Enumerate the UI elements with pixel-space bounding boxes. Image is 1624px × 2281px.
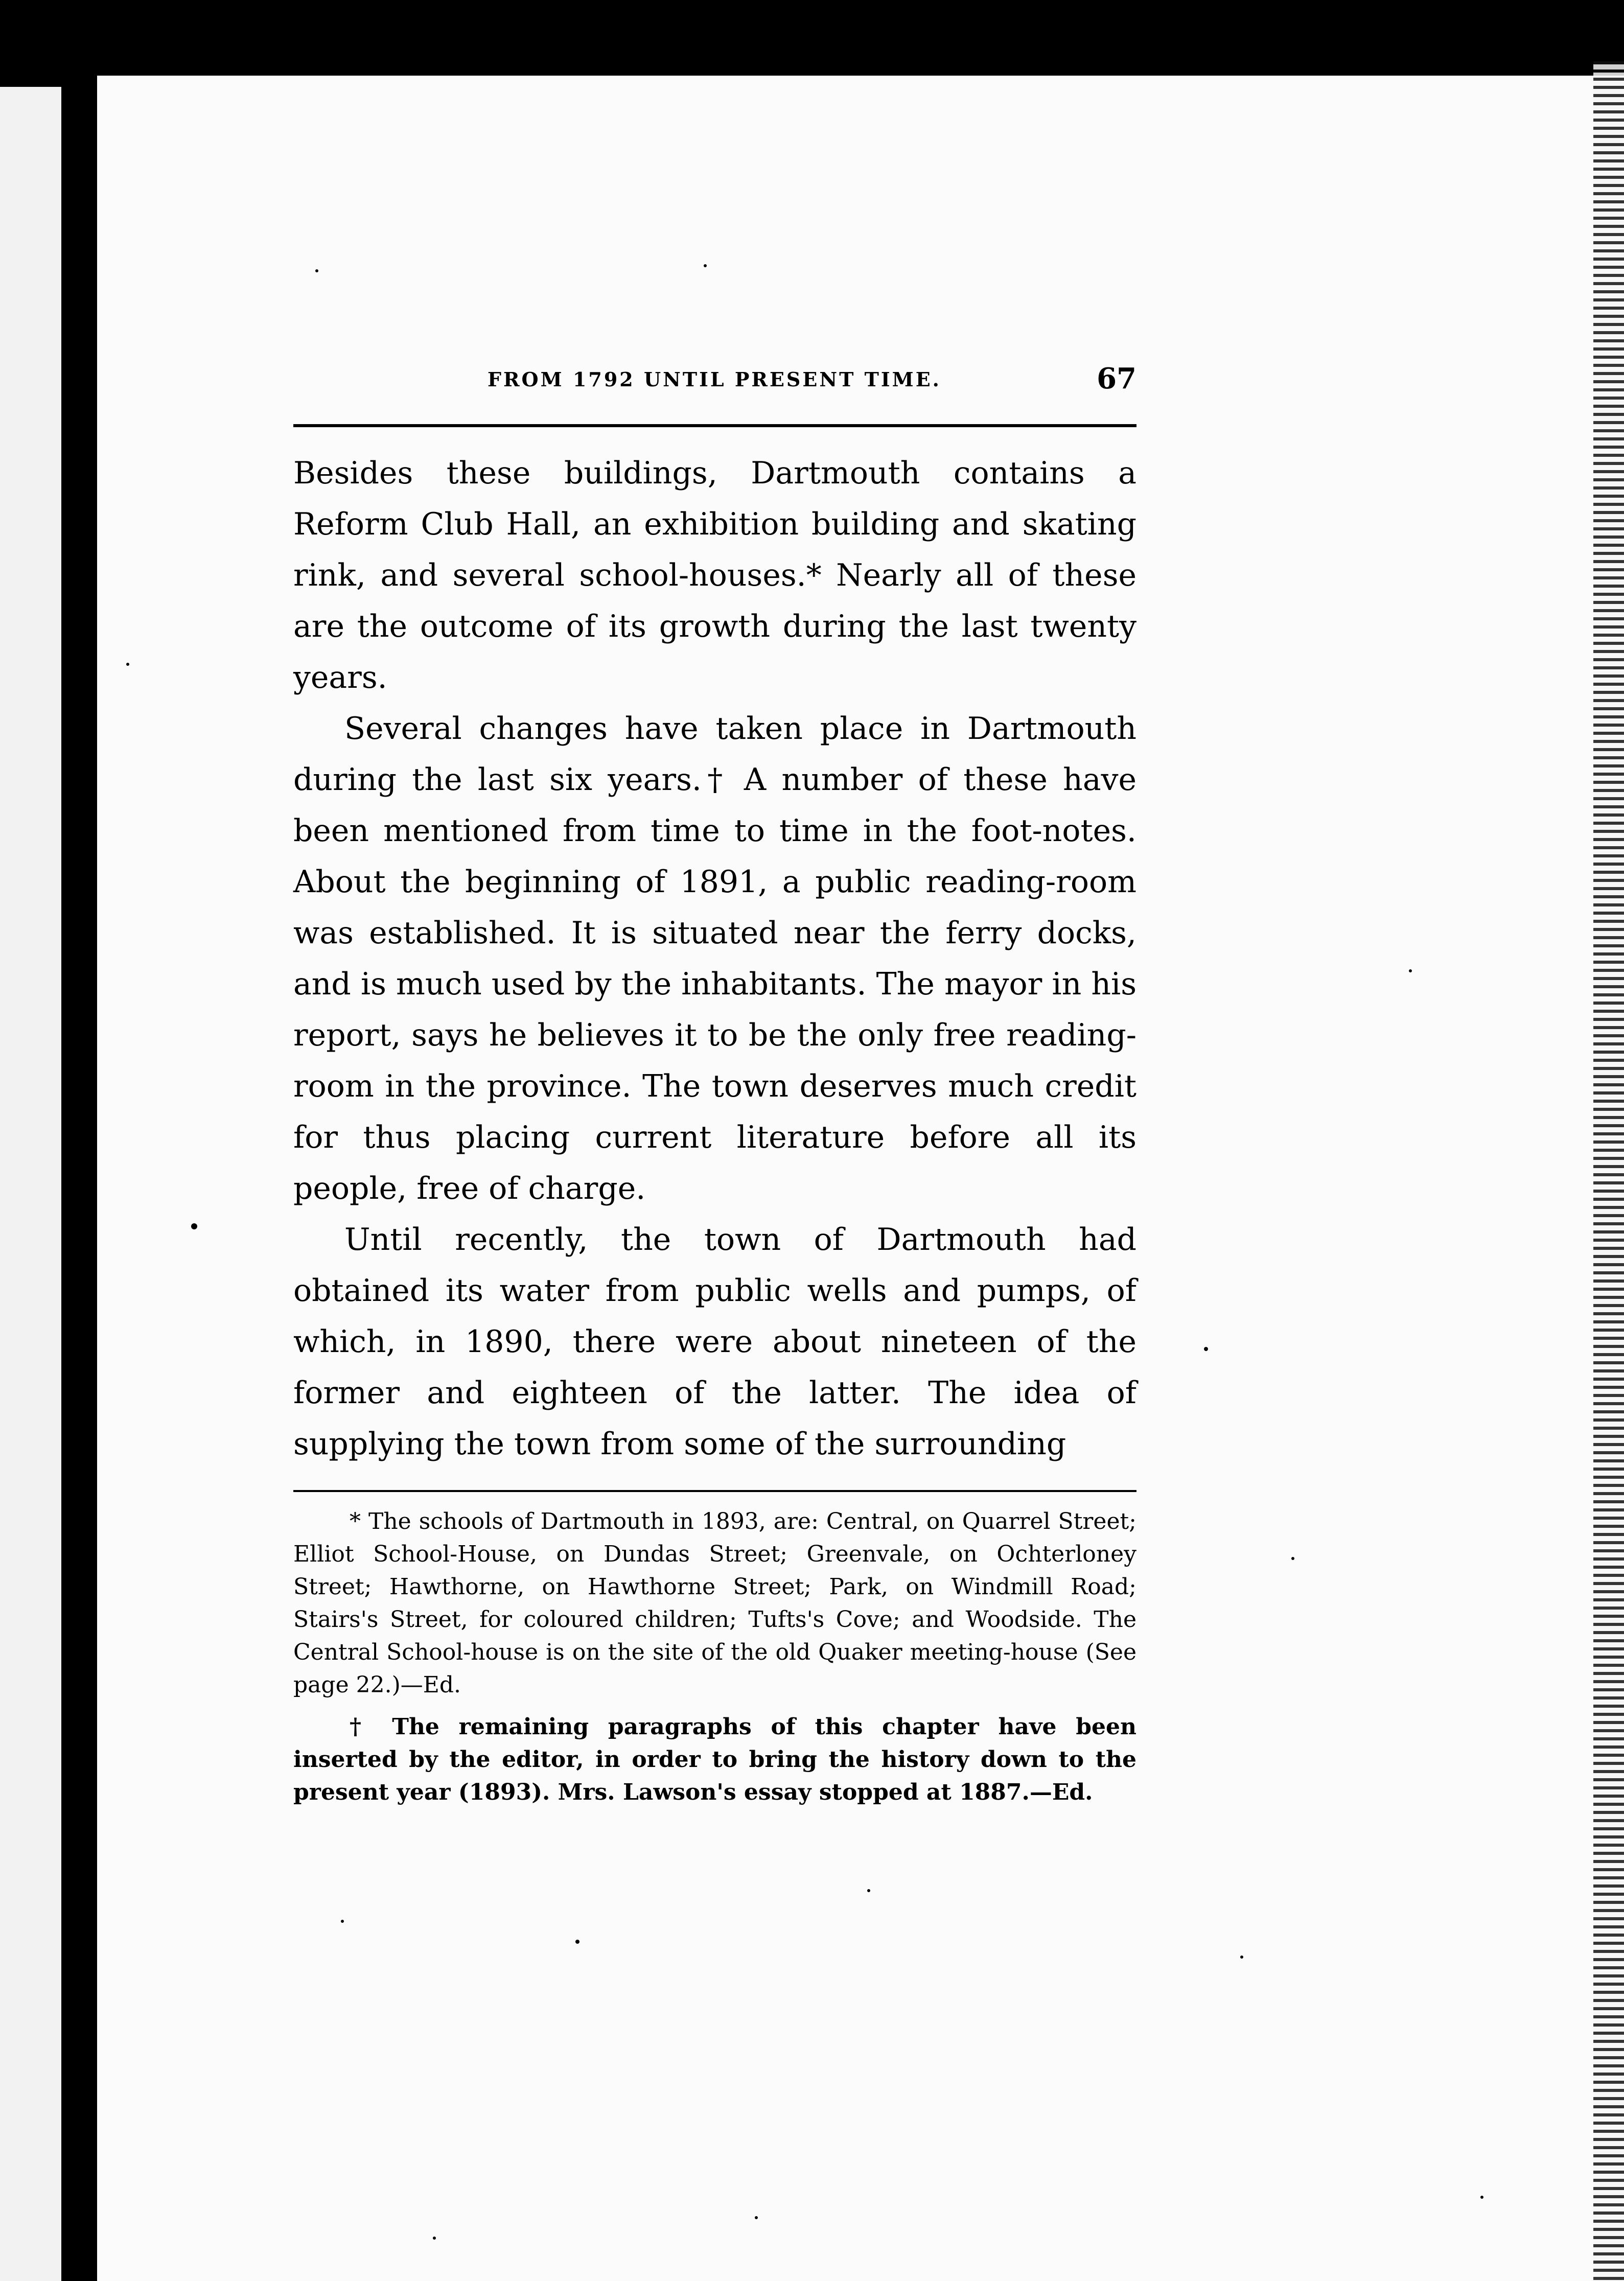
page-number: 67 (1097, 362, 1136, 395)
page-content (293, 358, 1136, 1818)
footnote-rule (293, 1490, 1136, 1492)
running-header (293, 358, 1136, 409)
footnotes (293, 1505, 1136, 1809)
paragraph: Besides these buildings, Dartmouth contains a Reform Club Hall, an exhibition building and skating rink, and several school-houses.* Nearly all of these are the outcome of its growth during the last twenty years. (293, 455, 1136, 695)
page-edge-shadow (1593, 61, 1624, 2281)
running-title: FROM 1792 UNTIL PRESENT TIME. (488, 368, 941, 391)
footnote: * The schools of Dartmouth in 1893, are: Central, on Quarrel Street; Elliot School-House, on Dundas Street; Greenvale, on Ochterloney Street; Hawthorne, on Hawthorne Street; Park, on Windmill Road; Stairs's Street, for coloured children; Tufts's Cove; and Woodside. The Central School-house is on the site of the old Quaker meeting-house (See page 22.)—Ed. (293, 1508, 1136, 1698)
facing-page-edge (0, 87, 61, 2281)
body-text (293, 448, 1136, 1470)
paragraph: Until recently, the town of Dartmouth had obtained its water from public wells and pumps, of which, in 1890, there were about nineteen of the former and eighteen of the latter. The idea of supplying the town from some of the surrounding (293, 1222, 1136, 1462)
paragraph: Several changes have taken place in Dartmouth during the last six years.† A number of these have been mentioned from time to time in the foot-notes. About the beginning of 1891, a public reading-room was established. It is situated near the ferry docks, and is much used by the inhabitants. The mayor in his report, says he believes it to be the only free reading-room in the province. The town deserves much credit for thus placing current literature before all its people, free of charge. (293, 711, 1136, 1206)
footnote: † The remaining paragraphs of this chapter have been inserted by the editor, in order to bring the history down to the present year (1893). Mrs. Lawson's essay stopped at 1887.—Ed. (293, 1714, 1136, 1805)
header-rule (293, 424, 1136, 427)
